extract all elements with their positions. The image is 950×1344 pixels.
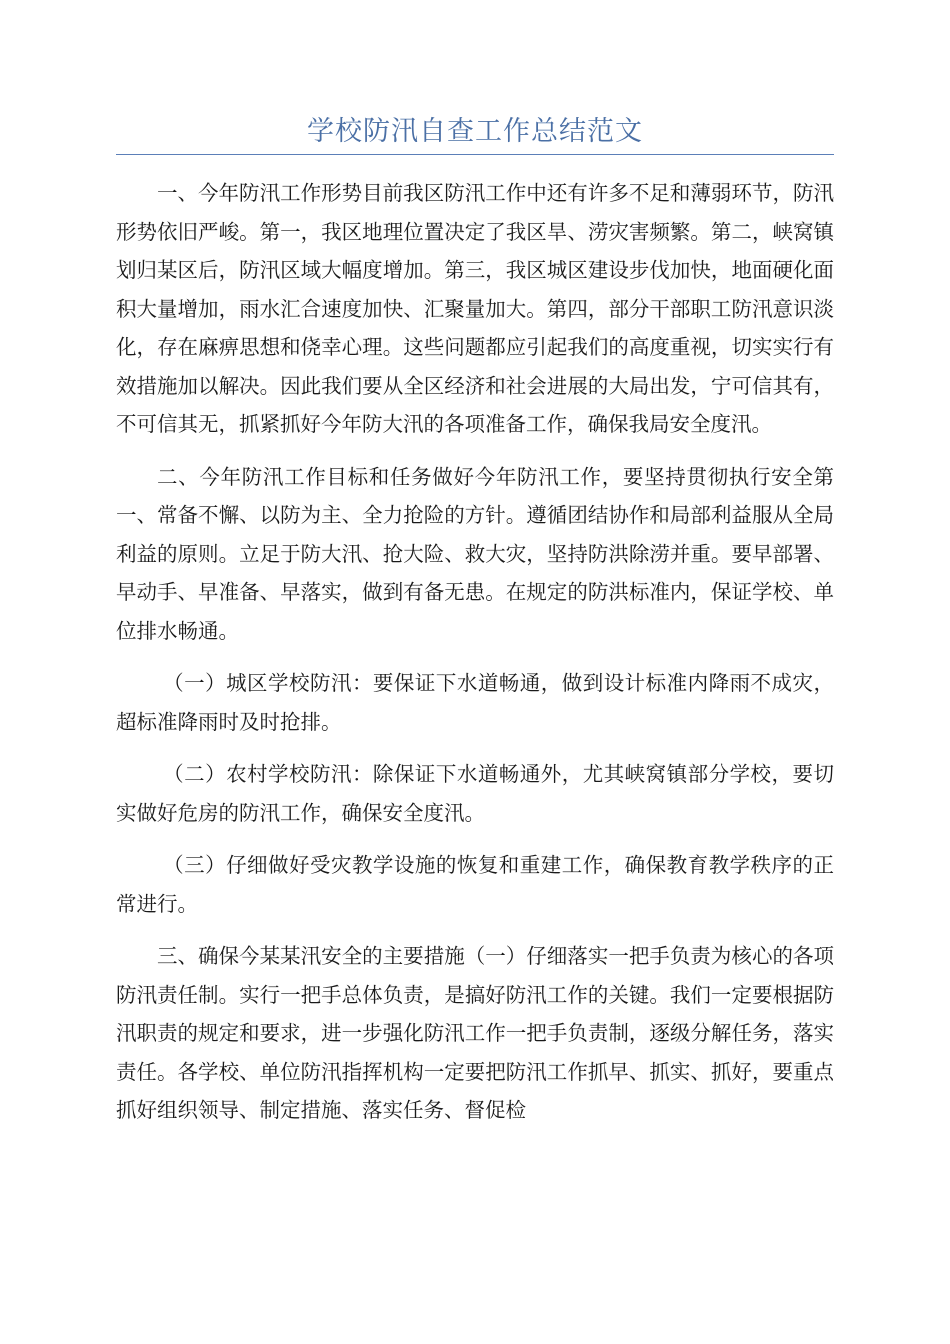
paragraph-situation: 一、今年防汛工作形势目前我区防汛工作中还有许多不足和薄弱环节，防汛形势依旧严峻。第一，我区地理位置决定了我区旱、涝灾害频繁。第二，峡窝镇划归某区后，防汛区域大幅度增加。第三，我区城区建设步伐加快，地面硬化面积大量增加，雨水汇合速度加快、汇聚量加大。第四，部分干部职工防汛意识淡化，存在麻痹思想和侥幸心理。这些问题都应引起我们的高度重视，切实实行有效措施加以解决。因此我们要从全区经济和社会进展的大局出发，宁可信其有，不可信其无，抓紧抓好今年防大汛的各项准备工作，确保我局安全度汛。 (116, 181, 834, 436)
paragraph-urban-schools: （一）城区学校防汛：要保证下水道畅通，做到设计标准内降雨不成灾，超标准降雨时及时抢排。 (116, 671, 834, 734)
document-title: 学校防汛自查工作总结范文 (307, 116, 643, 147)
paragraph-rural-schools: （二）农村学校防汛：除保证下水道畅通外，尤其峡窝镇部分学校，要切实做好危房的防汛工作，确保安全度汛。 (116, 762, 834, 825)
paragraph-goals: 二、今年防汛工作目标和任务做好今年防汛工作，要坚持贯彻执行安全第一、常备不懈、以防为主、全力抢险的方针。遵循团结协作和局部利益服从全局利益的原则。立足于防大汛、抢大险、救大灾，坚持防洪除涝并重。要早部署、早动手、早准备、早落实，做到有备无患。在规定的防洪标准内，保证学校、单位排水畅通。 (116, 464, 834, 643)
paragraph-facility-recovery: （三）仔细做好受灾教学设施的恢复和重建工作，确保教育教学秩序的正常进行。 (116, 853, 834, 916)
title-underline (116, 154, 834, 155)
title-block (116, 112, 834, 155)
document-body (116, 174, 834, 1144)
paragraph-measures: 三、确保今某某汛安全的主要措施（一）仔细落实一把手负责为核心的各项防汛责任制。实行一把手总体负责，是搞好防汛工作的关键。我们一定要根据防汛职责的规定和要求，进一步强化防汛工作一把手负责制，逐级分解任务，落实责任。各学校、单位防汛指挥机构一定要把防汛工作抓早、抓实、抓好，要重点抓好组织领导、制定措施、落实任务、督促检 (116, 944, 834, 1122)
